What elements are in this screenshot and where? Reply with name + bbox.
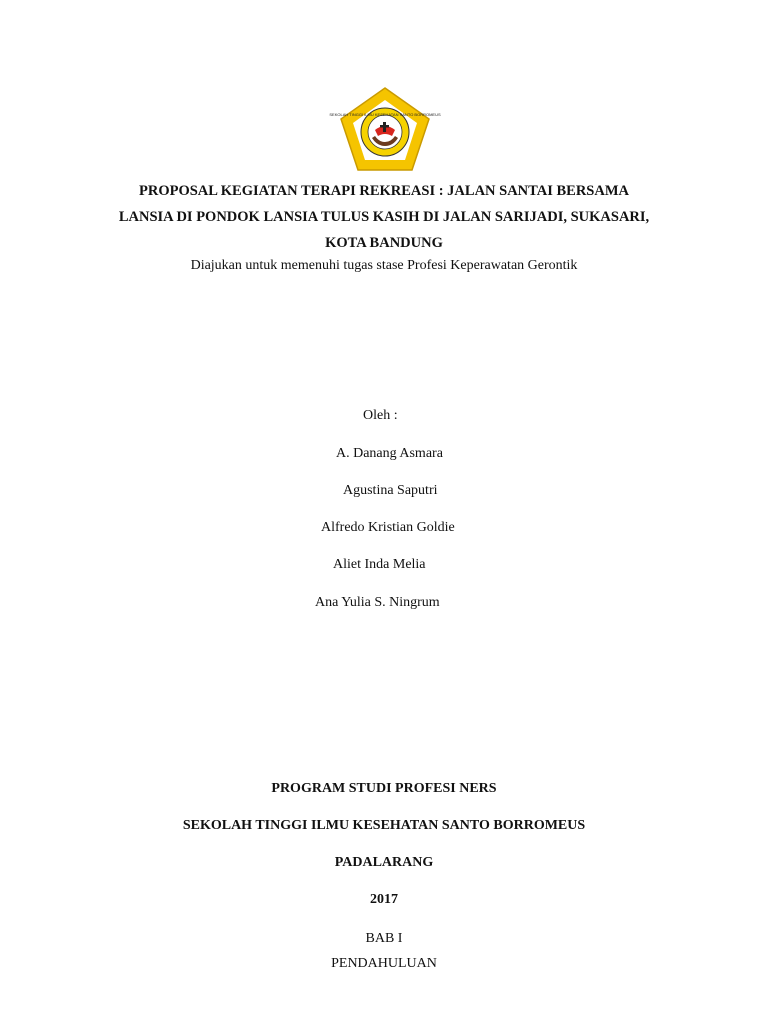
oleh-label: Oleh : xyxy=(363,408,398,423)
school-logo-icon xyxy=(329,86,441,172)
chapter-name: PENDAHULUAN xyxy=(331,956,437,971)
year: 2017 xyxy=(370,892,398,907)
city-name: PADALARANG xyxy=(334,855,434,870)
logo-text: SEKOLAH TINGGI ILMU KESEHATAN SANTO BORROMEUS xyxy=(329,112,441,117)
program-name: PROGRAM STUDI PROFESI NERS xyxy=(271,781,497,796)
title-line-2: LANSIA DI PONDOK LANSIA TULUS KASIH DI JALAN SARIJADI, SUKASARI, xyxy=(118,209,650,225)
school-name: SEKOLAH TINGGI ILMU KESEHATAN SANTO BORROMEUS xyxy=(182,818,586,833)
proposal-title xyxy=(60,178,708,256)
title-line-1: PROPOSAL KEGIATAN TERAPI REKREASI : JALAN SANTAI BERSAMA xyxy=(139,183,629,199)
proposal-subtitle: Diajukan untuk memenuhi tugas stase Profesi Keperawatan Gerontik xyxy=(190,258,578,273)
author-1: A. Danang Asmara xyxy=(336,446,443,461)
author-2: Agustina Saputri xyxy=(343,483,438,498)
title-line-3: KOTA BANDUNG xyxy=(325,235,443,251)
chapter-number: BAB I xyxy=(365,931,403,946)
author-4: Aliet Inda Melia xyxy=(333,557,426,572)
author-5: Ana Yulia S. Ningrum xyxy=(315,595,440,610)
author-3: Alfredo Kristian Goldie xyxy=(321,520,455,535)
